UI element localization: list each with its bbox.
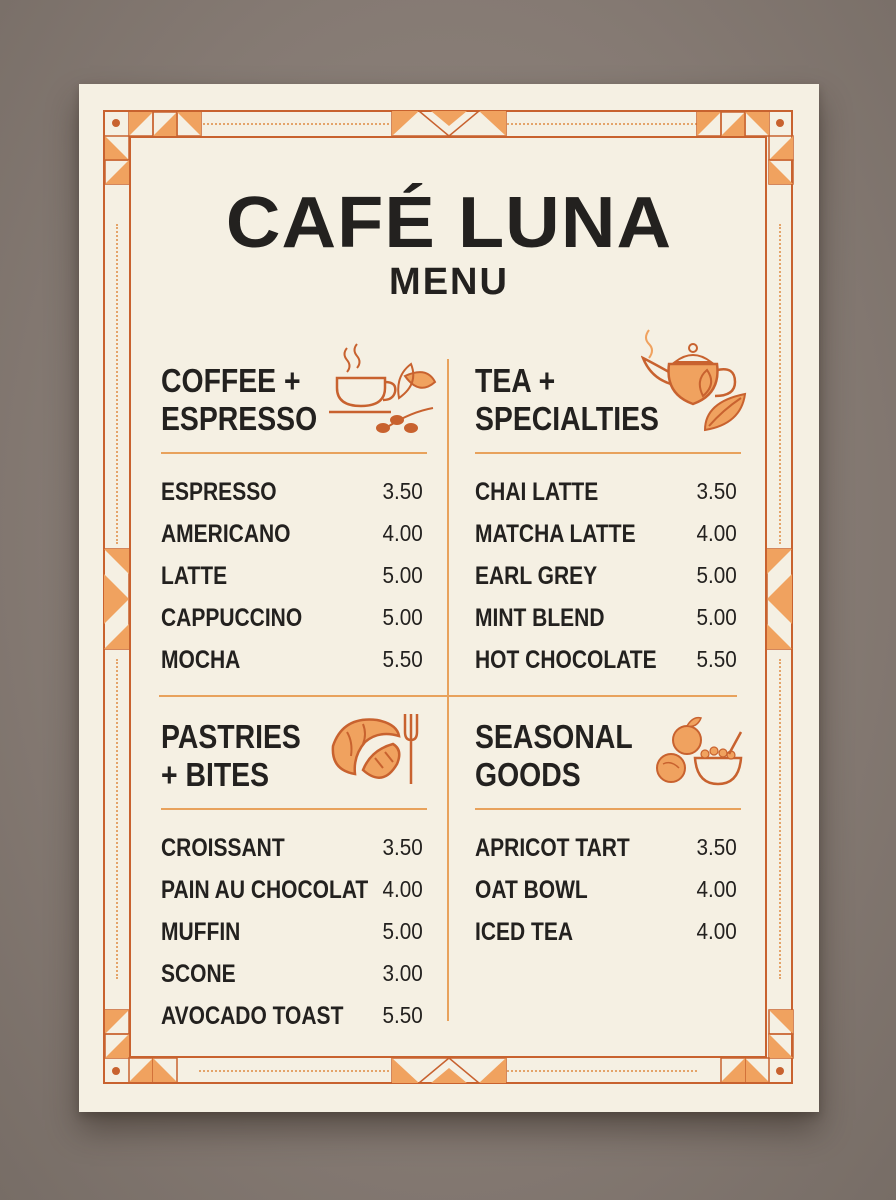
menu-card [79,84,819,1112]
item-name: MOCHA [161,646,241,674]
item-price: 3.50 [382,478,423,504]
section-rule [161,808,427,810]
list-item [475,646,741,688]
list-item [475,562,741,604]
list-item [161,918,427,960]
item-name: CROISSANT [161,834,285,862]
list-item [475,876,741,918]
list-item [161,834,427,876]
coffee-cup-icon [327,340,437,436]
list-item [161,562,427,604]
item-name: HOT CHOCOLATE [475,646,657,674]
items-list [475,834,741,960]
teapot-icon [641,326,751,436]
section-pastries [161,718,427,1030]
list-item [161,1002,427,1044]
list-item [161,478,427,520]
section-rule [475,452,741,454]
item-name: PAIN AU CHOCOLAT [161,876,369,904]
dotted-line-bottom-right [507,1070,697,1072]
dotted-line-right-lower [779,659,781,979]
section-tea [475,362,741,674]
item-price: 5.00 [696,604,737,630]
section-heading: COFFEE + ESPRESSO [161,362,318,437]
list-item [475,918,741,960]
section-heading: SEASONAL GOODS [475,718,633,793]
item-name: LATTE [161,562,228,590]
section-rule [161,452,427,454]
item-name: MINT BLEND [475,604,605,632]
list-item [475,604,741,646]
list-item [475,520,741,562]
item-price: 3.50 [696,478,737,504]
item-name: CAPPUCCINO [161,604,303,632]
item-price: 5.00 [382,604,423,630]
list-item [161,604,427,646]
item-price: 5.50 [382,646,423,672]
item-price: 5.50 [696,646,737,672]
item-name: MATCHA LATTE [475,520,636,548]
section-coffee [161,362,427,674]
list-item [161,876,427,918]
item-name: EARL GREY [475,562,598,590]
items-list [161,834,427,1044]
item-price: 4.00 [382,520,423,546]
section-seasonal [475,718,741,946]
item-price: 4.00 [696,520,737,546]
item-name: APRICOT TART [475,834,630,862]
dotted-line-top-right [507,123,697,125]
item-name: CHAI LATTE [475,478,599,506]
dotted-line-top-left [199,123,389,125]
section-rule [475,808,741,810]
item-price: 3.00 [382,960,423,986]
item-price: 5.00 [382,918,423,944]
list-item [161,520,427,562]
item-name: OAT BOWL [475,876,588,904]
list-item [161,960,427,1002]
item-name: MUFFIN [161,918,241,946]
fruit-bowl-icon [653,708,743,790]
item-price: 3.50 [382,834,423,860]
list-item [475,478,741,520]
cafe-title: CAFÉ LUNA [225,183,673,263]
right-side-ornament [766,548,793,650]
item-price: 5.00 [696,562,737,588]
dotted-line-bottom-left [199,1070,389,1072]
list-item [161,646,427,688]
croissant-icon [329,712,425,792]
list-item [475,834,741,876]
item-price: 5.50 [382,1002,423,1028]
item-price: 5.00 [382,562,423,588]
vertical-divider [447,359,449,1021]
menu-subtitle: MENU [389,261,509,303]
item-name: AVOCADO TOAST [161,1002,344,1030]
top-center-ornament [391,110,507,137]
section-heading: TEA + SPECIALTIES [475,362,659,437]
item-name: AMERICANO [161,520,291,548]
item-price: 3.50 [696,834,737,860]
item-name: SCONE [161,960,236,988]
bottom-center-ornament [391,1057,507,1084]
left-side-ornament [103,548,130,650]
dotted-line-left-lower [116,659,118,979]
item-price: 4.00 [696,918,737,944]
horizontal-divider [159,695,737,697]
item-price: 4.00 [382,876,423,902]
item-name: ICED TEA [475,918,574,946]
section-heading: PASTRIES + BITES [161,718,301,793]
item-price: 4.00 [696,876,737,902]
items-list [161,478,427,688]
item-name: ESPRESSO [161,478,277,506]
corner-ornament-bottom-right [695,984,795,1084]
items-list [475,478,741,688]
